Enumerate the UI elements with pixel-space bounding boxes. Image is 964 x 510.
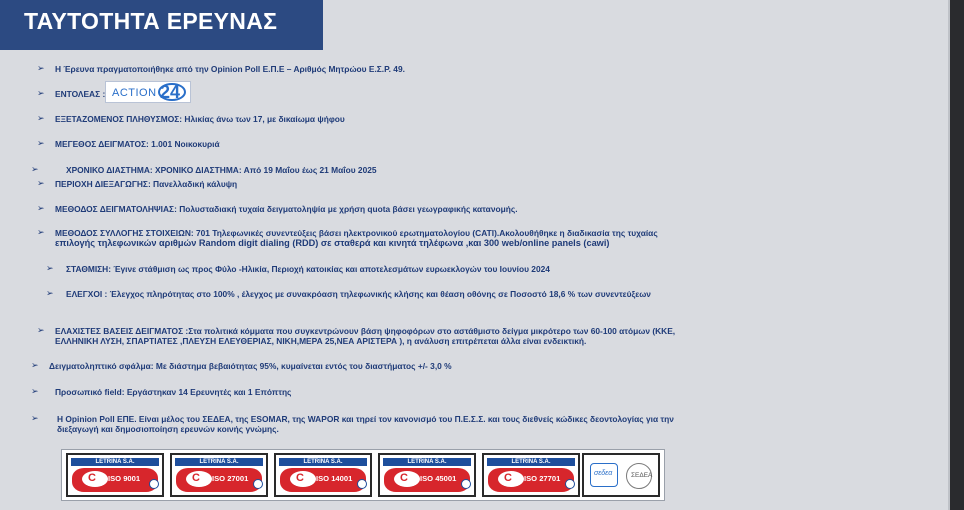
row-sampling-method: ΜΕΘΟΔΟΣ ΔΕΙΓΜΑΤΟΛΗΨΙΑΣ: Πολυσταδιακή τυχαία δειγματοληψία με χρήση quota βάσει γεωγραφικής κατανομής. (55, 204, 518, 214)
certificate-band (488, 468, 574, 492)
action24-logo (105, 81, 191, 103)
bullet-icon: ➢ (37, 63, 45, 73)
bullet-icon: ➢ (37, 138, 45, 148)
certificate-issuer: LETRINA S.A. (487, 458, 575, 466)
certificate-band (176, 468, 262, 492)
certificate-label: ISO 45001 (420, 474, 457, 483)
certificate-label: ISO 9001 (108, 474, 141, 483)
certificates-strip (61, 449, 665, 501)
accreditation-mark-icon (461, 479, 471, 489)
certificate-issuer: LETRINA S.A. (175, 458, 263, 466)
row-collection-method-line2: επιλογής τηλεφωνικών αριθμών Random digit dialing (RDD) σε σταθερά και κινητά τηλέφωνα ,και 300 web/online panels (cawi) (55, 238, 610, 248)
bullet-icon: ➢ (37, 113, 45, 123)
row-weighting: ΣΤΑΘΜΙΣΗ: Έγινε στάθμιση ως προς Φύλο -Ηλικία, Περιοχή κατοικίας και αποτελεσμάτων ευρωεκλογών του Ιουνίου 2024 (66, 264, 550, 274)
iso-14001-certificate (274, 453, 372, 497)
letrina-c-icon: C (498, 471, 524, 487)
certificate-band (384, 468, 470, 492)
title-bar (0, 0, 323, 50)
row-population: ΕΞΕΤΑΖΟΜΕΝΟΣ ΠΛΗΘΥΣΜΟΣ: Ηλικίας άνω των 17, με δικαίωμα ψήφου (55, 114, 345, 124)
window-right-edge (950, 0, 964, 510)
bullet-icon: ➢ (37, 325, 45, 335)
action24-logo-word: ACTION (112, 87, 157, 99)
row-collection-method-line1: ΜΕΘΟΔΟΣ ΣΥΛΛΟΓΗΣ ΣΤΟΙΧΕΙΩΝ: 701 Τηλεφωνικές συνεντεύξεις βάσει ηλεκτρονικού ερωτηματολογίου (CATI).Ακολουθήθηκε η διαδικασία της τυχαίας (55, 228, 658, 238)
row-time-period: ΧΡΟΝΙΚΟ ΔΙΑΣΤΗΜΑ: ΧΡΟΝΙΚΟ ΔΙΑΣΤΗΜΑ: Από 19 Μαΐου έως 21 Μαΐου 2025 (66, 165, 377, 175)
bullet-icon: ➢ (31, 164, 39, 174)
certificate-label: ISO 27001 (212, 474, 249, 483)
bullet-icon: ➢ (37, 227, 45, 237)
certificate-issuer: LETRINA S.A. (71, 458, 159, 466)
row-client-label: ΕΝΤΟΛΕΑΣ : (55, 89, 106, 99)
certificate-issuer: LETRINA S.A. (279, 458, 367, 466)
certificate-label: ISO 27701 (524, 474, 561, 483)
letrina-c-icon: C (290, 471, 316, 487)
iso-9001-certificate (66, 453, 164, 497)
iso-27701-certificate (482, 453, 580, 497)
memberships-logos (582, 453, 660, 497)
letrina-c-icon: C (82, 471, 108, 487)
row-min-bases-line1: ΕΛΑΧΙΣΤΕΣ ΒΑΣΕΙΣ ΔΕΙΓΜΑΤΟΣ :Στα πολιτικά κόμματα που συγκεντρώνουν βάση ψηφοφόρων στο αστάθμιστο δείγμα μικρότερο των 60-100 ατόμων (ΚΚΕ, (55, 326, 676, 336)
sedea-seal-icon (626, 463, 652, 489)
bullet-icon: ➢ (46, 263, 54, 273)
row-membership-line1: Η Opinion Poll ΕΠΕ. Είναι μέλος του ΣΕΔΕΑ, της ESOMAR, της WAPOR και τηρεί τον κανονισμό του Π.Ε.Σ.Σ. και τους διεθνείς κώδικες δεοντολογίας για την (57, 414, 674, 424)
row-region: ΠΕΡΙΟΧΗ ΔΙΕΞΑΓΩΓΗΣ: Πανελλαδική κάλυψη (55, 179, 238, 189)
row-sample-size: ΜΕΓΕΘΟΣ ΔΕΙΓΜΑΤΟΣ: 1.001 Νοικοκυριά (55, 139, 220, 149)
letrina-c-icon: C (394, 471, 420, 487)
iso-45001-certificate (378, 453, 476, 497)
page-title: ΤΑΥΤΟΤΗΤΑ ΕΡΕΥΝΑΣ (24, 8, 278, 34)
accreditation-mark-icon (357, 479, 367, 489)
letrina-c-icon: C (186, 471, 212, 487)
row-membership-line2: διεξαγωγή και δημοσιοποίηση ερευνών κοινής γνώμης. (57, 424, 279, 434)
bullet-icon: ➢ (37, 203, 45, 213)
row-controls: ΕΛΕΓΧΟΙ : Έλεγχος πληρότητας στο 100% , έλεγχος με συνακρόαση τηλεφωνικής κλήσης και θέαση οθόνης σε Ποσοστό 18,6 % των συνεντεύξεων (66, 289, 651, 299)
row-field-staff: Προσωπικό field: Εργάστηκαν 14 Ερευνητές και 1 Επόπτης (55, 387, 292, 397)
row-sampling-error: Δειγματοληπτικό σφάλμα: Με διάστημα βεβαιότητας 95%, κυμαίνεται εντός του διαστήματος +/- 3,0 % (49, 361, 452, 371)
certificate-issuer: LETRINA S.A. (383, 458, 471, 466)
bullet-icon: ➢ (37, 88, 45, 98)
bullet-icon: ➢ (31, 386, 39, 396)
certificate-label: ISO 14001 (316, 474, 353, 483)
esomar-icon (590, 463, 618, 487)
sedea-seal-text: ΣΕΔΕΑ (631, 472, 653, 479)
accreditation-mark-icon (253, 479, 263, 489)
iso-27001-certificate (170, 453, 268, 497)
certificate-band (280, 468, 366, 492)
accreditation-mark-icon (149, 479, 159, 489)
row-survey-company: Η Έρευνα πραγματοποιήθηκε από την Opinion Poll Ε.Π.Ε – Αριθμός Μητρώου Ε.Σ.Ρ. 49. (55, 64, 405, 74)
accreditation-mark-icon (565, 479, 575, 489)
row-min-bases-line2: ΕΛΛΗΝΙΚΗ ΛΥΣΗ, ΣΠΑΡΤΙΑΤΕΣ ,ΠΛΕΥΣΗ ΕΛΕΥΘΕΡΙΑΣ, ΝΙΚΗ,ΜΕΡΑ 25,ΝΕΑ ΑΡΙΣΤΕΡΑ ), η ανάλυση επιτρέπεται άλλα είναι ενδεικτική. (55, 336, 587, 346)
bullet-icon: ➢ (46, 288, 54, 298)
certificate-band (72, 468, 158, 492)
bullet-icon: ➢ (37, 178, 45, 188)
esomar-logo-text: σεδεα (594, 470, 613, 477)
bullet-icon: ➢ (31, 360, 39, 370)
bullet-icon: ➢ (31, 413, 39, 423)
action24-logo-number: 24 (160, 82, 181, 102)
